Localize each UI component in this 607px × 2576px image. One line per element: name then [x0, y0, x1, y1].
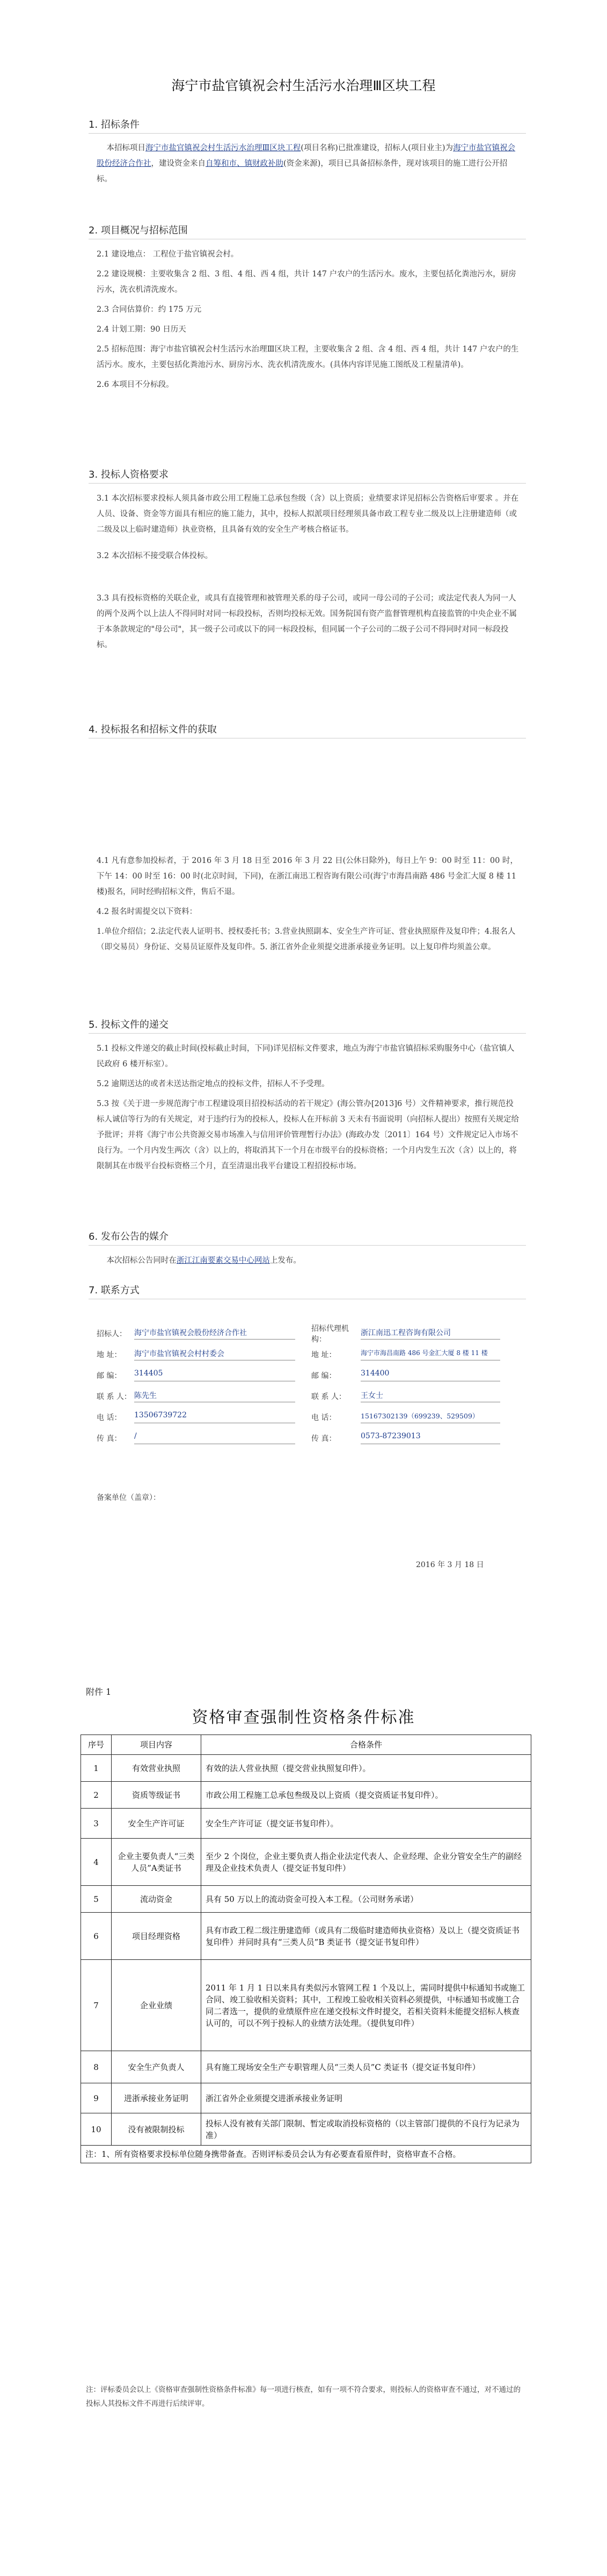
- section-2-body: 2.1 建设地点： 工程位于盐官镇祝会村。 2.2 建设规模：主要收集含 2 组、3 组、4 组、西 4 组，共计 147 户农户的生活污水。废水，主要包括化粪池污水，厨房污水，洗衣机清洗废水。 2.3 合同估算价：约 175 万元 2.4 计划工期：90 日历天 2.5 招标范围：海宁市盐官镇祝会村生活污水治理Ⅲ区块工程，主要收集含 2 组、含 4 组、西 4 组，共计 147 户农户的生活污水。废水，主要包括化粪池污水、厨房污水、洗衣机清洗废水。(具体内容详见施工图纸及工程量清单)。 2.6 本项目不分标段。: [97, 250, 519, 389]
- table-row: [81, 1839, 531, 1886]
- table-cell: 企业主要负责人“三类人员”A类证书: [112, 1839, 201, 1886]
- table-row: [81, 1960, 531, 2051]
- notice-date: 2016 年 3 月 18 日: [416, 1561, 484, 1569]
- record-unit-label: 备案单位（盖章）：: [97, 1494, 160, 1502]
- divider: [89, 133, 526, 134]
- table-cell: 投标人没有被有关部门限制、暂定或取消投标资格的（以主管部门提供的不良行为记录为准）: [201, 2113, 531, 2146]
- table-cell: 1: [81, 1755, 112, 1782]
- trading-center-link[interactable]: 浙江江南要素交易中心网站: [176, 1256, 270, 1265]
- table-row: [81, 1809, 531, 1839]
- section-7-heading: 7. 联系方式: [89, 1285, 140, 1296]
- table-cell: 至少 2 个岗位，企业主要负责人指企业法定代表人、企业经理、企业分管安全生产的副经理及企业技术负责人（提交证书复印件）: [201, 1839, 531, 1886]
- annex-title: 资格审查强制性资格条件标准: [192, 1708, 415, 1727]
- table-cell: 市政公用工程施工总承包叁级及以上资质（提交资质证书复印件）。: [201, 1782, 531, 1809]
- table-cell: 4: [81, 1839, 112, 1886]
- qualification-table: [81, 1735, 531, 2163]
- divider: [89, 1245, 526, 1246]
- section-1-body: 本招标项目海宁市盐官镇祝会村生活污水治理Ⅲ区块工程(项目名称)已批准建设，招标人(项目业主)为海宁市盐官镇祝会股份经济合作社，建设资金来自自筹和市、镇财政补助(资金来源)，项目已具备招标条件，现对该项目的施工进行公开招标。: [97, 144, 516, 184]
- contact-row: 电 话： 13506739722 电 话： 15167302139（699239、529509）: [97, 1407, 526, 1428]
- table-row: [81, 2051, 531, 2083]
- table-cell: 企业业绩: [112, 1960, 201, 2051]
- table-cell: 有效营业执照: [112, 1755, 201, 1782]
- section-6-heading: 6. 发布公告的媒介: [89, 1231, 169, 1242]
- table-footnote-row: [81, 2146, 531, 2163]
- divider: [89, 1033, 526, 1034]
- document-title: 海宁市盐官镇祝会村生活污水治理Ⅲ区块工程: [171, 78, 436, 93]
- table-cell: 10: [81, 2113, 112, 2146]
- table-cell: 安全生产负责人: [112, 2051, 201, 2083]
- section-2-heading: 2. 项目概况与招标范围: [89, 225, 188, 236]
- table-row: [81, 1755, 531, 1782]
- agency-value: 浙江南迅工程咨询有限公司: [361, 1327, 500, 1340]
- table-row: [81, 2113, 531, 2146]
- table-cell: 进浙承接业务证明: [112, 2083, 201, 2113]
- table-row: [81, 1886, 531, 1913]
- table-cell: 没有被限制投标: [112, 2113, 201, 2146]
- contact-grid: [97, 1323, 526, 1448]
- contact-row: 邮 编： 314405 邮 编： 314400: [97, 1365, 526, 1386]
- table-cell: 7: [81, 1960, 112, 2051]
- table-row: [81, 2083, 531, 2113]
- table-cell: 5: [81, 1886, 112, 1913]
- contact-row: 招标人： 海宁市盐官镇祝会股份经济合作社 招标代理机构： 浙江南迅工程咨询有限公司: [97, 1323, 526, 1344]
- table-cell: 浙江省外企业须提交进浙承接业务证明: [201, 2083, 531, 2113]
- table-cell: 具有 50 万以上的流动资金可投入本工程。（公司财务承诺）: [201, 1886, 531, 1913]
- section-3-body: 3.1 本次招标要求投标人须具备市政公用工程施工总承包叁级（含）以上资质；业绩要求详见招标公告资格后审要求 。并在人员、设备、资金等方面具有相应的施工能力，其中，投标人拟派项目经理须具备市政工程专业二级及以上注册建造师（或二级及以上临时建造师）执业资格，且具备有效的安全生产考核合格证书。 3.2 本次招标不接受联合体投标。 3.3 具有投标资格的关联企业，或具有直接管理和被管理关系的母子公司，或同一母公司的子公司；或法定代表人为同一人的两个及两个以上法人不得同时对同一标段投标，否则均投标无效。国务院国有资产监督管理机构直接监管的中央企业不属于本条款规定的"母公司"，其一级子公司或以下的同一标段投标，但同属一个子公司的二级子公司不得同时对同一标段投标。: [97, 494, 519, 649]
- tenderer-value: 海宁市盐官镇祝会股份经济合作社: [134, 1327, 295, 1340]
- table-cell: 流动资金: [112, 1886, 201, 1913]
- table-cell: 具有市政工程二级注册建造师（或具有二级临时建造师执业资格）及以上（提交资质证书复印件）并同时具有“三类人员”B 类证书（提交证书复印件）: [201, 1913, 531, 1960]
- section-6-body: 本次招标公告同时在浙江江南要素交易中心网站上发布。: [106, 1256, 301, 1265]
- contact-row: 联 系 人： 陈先生 联 系 人： 王女士: [97, 1386, 526, 1407]
- table-footnote: 注：1、所有资格要求投标单位随身携带备查。否则评标委员会认为有必要查看原件时，资格审查不合格。: [81, 2146, 531, 2163]
- table-cell: 项目经理资格: [112, 1913, 201, 1960]
- table-cell: 9: [81, 2083, 112, 2113]
- project-name-link: 海宁市盐官镇祝会村生活污水治理Ⅲ区块工程: [145, 144, 301, 152]
- contact-row: 地 址： 海宁市盐官镇祝会村村委会 地 址： 海宁市海昌南路 486 号金汇大厦 8 楼 11 楼: [97, 1344, 526, 1365]
- section-4-heading: 4. 投标报名和招标文件的获取: [89, 724, 217, 735]
- table-cell: 2: [81, 1782, 112, 1809]
- table-cell: 安全生产许可证: [112, 1809, 201, 1839]
- section-3-heading: 3. 投标人资格要求: [89, 469, 169, 480]
- section-5-heading: 5. 投标文件的递交: [89, 1019, 169, 1030]
- table-row: [81, 1782, 531, 1809]
- divider: [89, 483, 526, 484]
- table-cell: 资质等级证书: [112, 1782, 201, 1809]
- contact-row: 传 真： / 传 真： 0573-87239013: [97, 1428, 526, 1448]
- table-cell: 3: [81, 1809, 112, 1839]
- table-cell: 有效的法人营业执照（提交营业执照复印件）。: [201, 1755, 531, 1782]
- annex-label: 附件 1: [86, 1687, 112, 1697]
- annex-remark: 注：评标委员会以上《资格审查强制性资格条件标准》每一项进行核查，如有一项不符合要求，则投标人的资格审查不通过，对不通过的投标人其投标文件不再进行后续评审。: [86, 2385, 521, 2408]
- table-cell: 具有施工现场安全生产专职管理人员“三类人员”C 类证书（提交证书复印件）: [201, 2051, 531, 2083]
- table-cell: 2011 年 1 月 1 日以来具有类似污水管网工程 1 个及以上，需同时提供中标通知书或施工合同、竣工验收相关资料；其中，工程竣工验收相关资料必须提供，中标通知书或施工合同二者选一，提供的业绩原件应在递交投标文件时提交，若相关资料未能提交招标人核查认可的，可以不列于投标人的业绩方法处理。（提供复印件）: [201, 1960, 531, 2051]
- table-cell: 安全生产许可证（提交证书复印件）。: [201, 1809, 531, 1839]
- table-cell: 6: [81, 1913, 112, 1960]
- section-5-body: 5.1 投标文件递交的截止时间(投标截止时间，下同)详见招标文件要求，地点为海宁市盐官镇招标采购服务中心（盐官镇人民政府 6 楼开标室）。 5.2 逾期送达的或者未送达指定地点的投标文件，招标人不予受理。 5.3 按《关于进一步规范海宁市工程建设项目招投标活动的若干规定》(海公管办[2013]6 号）文件精神要求，推行规范投标人诚信等行为的有关规定，对于违约行为的投标人，投标人在开标前 3 天未有书面说明（向招标人提出）按照有关规定给予批评；并将《海宁市公共资源交易市场准入与信用评价管理暂行办法》(海政办发〔2011〕164 号）文件规定记入市场不良行为。一个月内发生两次（含）以上的，将取消其下一个月在市级平台的投标资格；一个月内发生五次（含）以上的，将限制其在市级平台投标资格三个月，直至清退出我平台建设工程招投标市场。: [97, 1044, 519, 1170]
- section-4-body: 4.1 凡有意参加投标者，于 2016 年 3 月 18 日至 2016 年 3 月 22 日(公休日除外)，每日上午 9：00 时至 11：00 时，下午 14：00 时至 16：00 时(北京时间，下同)，在浙江南迅工程咨询有限公司(海宁市海昌南路 486 号金汇大厦 8 楼 11 楼)报名，同时经购招标文件，售后不退。 4.2 报名时需提交以下资料： 1.单位介绍信；2.法定代表人证明书、授权委托书；3.营业执照副本、安全生产许可证、营业执照原件及复印件；4.报名人（即交易员）身份证、交易员证原件及复印件。5. 浙江省外企业须提交进浙承接业务证明。以上复印件均须盖公章。: [97, 857, 518, 952]
- table-row: [81, 1913, 531, 1960]
- table-header-row: 序号 项目内容 合格条件: [81, 1735, 531, 1755]
- section-1-heading: 1. 招标条件: [89, 119, 140, 130]
- table-cell: 8: [81, 2051, 112, 2083]
